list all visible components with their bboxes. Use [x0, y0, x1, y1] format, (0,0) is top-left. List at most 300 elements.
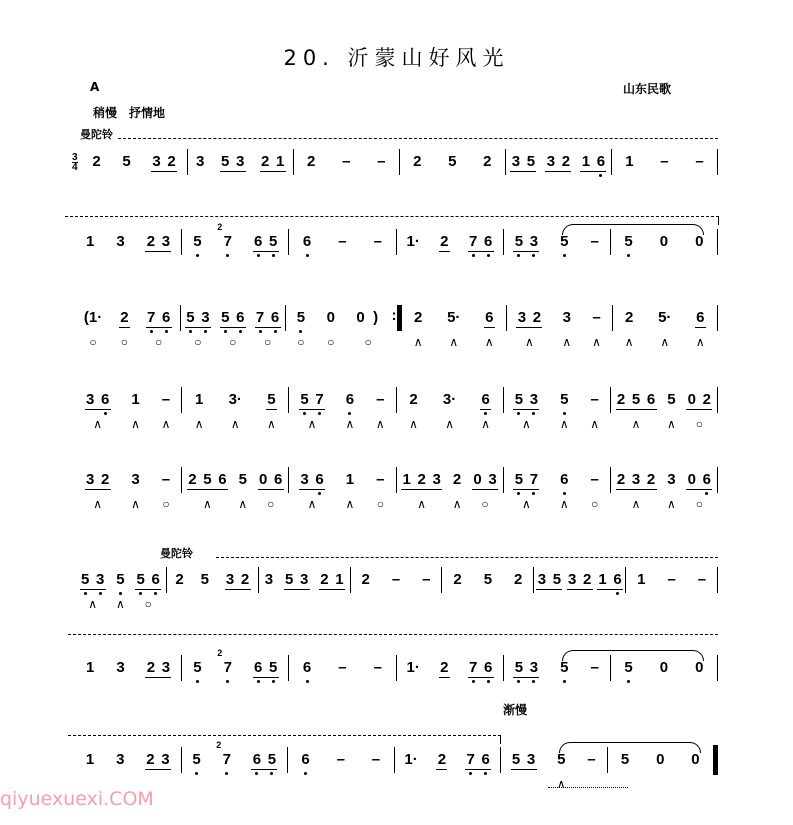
beat: [284, 571, 310, 590]
note-group: [130, 471, 141, 489]
measure: [442, 569, 533, 591]
note-value: 0: [258, 470, 268, 488]
measure: [167, 569, 258, 591]
measure: [504, 231, 610, 253]
measure: [259, 569, 350, 591]
beat: [589, 659, 600, 677]
note-value: 2: [513, 571, 523, 588]
note-value: 3: [95, 570, 105, 588]
note: [546, 153, 555, 170]
note: [481, 751, 490, 768]
barline: [717, 655, 718, 681]
note-value: 6: [613, 570, 622, 588]
note-group: [151, 153, 177, 172]
note-value: 5: [526, 152, 536, 170]
note-group: [439, 233, 450, 252]
note: [409, 391, 418, 408]
articulation-mark: ∧: [449, 335, 459, 349]
articulation-mark: ∧: [202, 496, 212, 511]
note-value: –: [377, 153, 386, 170]
note-group: [263, 571, 274, 589]
note: [188, 471, 197, 488]
note-value: 2: [261, 152, 270, 170]
note: [161, 233, 170, 250]
note-value: –: [336, 751, 345, 768]
measure: [75, 569, 166, 611]
measure: [611, 657, 717, 679]
note-value: 3: [225, 570, 235, 588]
note: [529, 471, 538, 488]
note-group: [83, 309, 103, 327]
score-line: [75, 389, 718, 431]
articulation-mark: ∧: [660, 335, 670, 349]
beat: [160, 391, 171, 431]
note: [345, 471, 354, 488]
beat: [686, 390, 712, 431]
measure: [507, 307, 612, 349]
note-value: 7: [223, 233, 232, 250]
note: [557, 751, 566, 768]
note-group: [302, 659, 313, 677]
note-group: [696, 571, 707, 589]
note-value: 3: [568, 570, 577, 588]
note: [267, 391, 276, 408]
note-value: –: [376, 391, 385, 408]
note-group: [616, 471, 657, 490]
measure: [397, 469, 503, 511]
beat: [468, 659, 494, 678]
beat: [694, 233, 705, 251]
note-value: 2: [320, 570, 329, 588]
measure: [182, 740, 288, 771]
score-line: [75, 469, 718, 511]
note: [116, 751, 125, 768]
note-value: 2: [361, 571, 370, 588]
note-value: 5: [122, 153, 131, 170]
beat: [375, 391, 386, 431]
note-group: [690, 751, 701, 769]
note: [617, 471, 626, 488]
beat: [446, 309, 461, 349]
measure: [395, 749, 501, 771]
measure: [288, 749, 394, 771]
articulation-mark: ○: [267, 496, 275, 511]
note: [560, 659, 569, 676]
note: [485, 309, 494, 326]
articulation-mark: ∧: [556, 777, 566, 791]
articulation-mark: ∧: [266, 416, 276, 431]
note: [86, 659, 95, 676]
note: [695, 233, 704, 250]
note-group: [337, 233, 348, 251]
note: [151, 571, 160, 588]
measure: [504, 469, 610, 511]
beat: [228, 391, 243, 431]
note: [481, 391, 490, 408]
note: [659, 659, 668, 676]
beat: [85, 390, 111, 431]
note-value: 5: [560, 391, 569, 408]
note: [101, 391, 110, 408]
note-value: –: [373, 659, 382, 676]
note: [193, 659, 202, 676]
note-value: 6: [218, 470, 227, 488]
note: [315, 471, 324, 488]
note: [371, 751, 380, 768]
note: [667, 391, 676, 408]
note-value: 2: [583, 570, 592, 588]
note-value: 2: [646, 470, 656, 488]
note-group: [666, 471, 677, 489]
note: [196, 153, 205, 170]
note-value: 6: [481, 390, 490, 408]
note-value: 3: [526, 750, 536, 768]
note: [568, 571, 577, 588]
beat: [623, 659, 634, 677]
note-value: 2: [409, 391, 418, 408]
note: [254, 233, 263, 250]
note-value: 2: [616, 470, 626, 488]
note-value: 5: [624, 233, 633, 250]
note-value: –: [338, 659, 347, 676]
note-group: [559, 233, 570, 251]
articulation-mark: ∧: [116, 597, 125, 611]
beat: [408, 391, 419, 431]
note-value: 6: [485, 308, 494, 326]
beat: [559, 391, 570, 431]
note: [656, 751, 665, 768]
note-value: –: [391, 571, 401, 588]
note-value: 3·: [442, 391, 457, 408]
note: [136, 571, 145, 588]
beat: [85, 751, 96, 769]
note: [315, 391, 324, 408]
articulation-mark: ○: [376, 497, 384, 511]
note: [514, 471, 523, 488]
note-value: 5: [192, 751, 201, 768]
note: [86, 471, 95, 488]
note: [300, 471, 309, 488]
note-group: [85, 233, 96, 251]
measure: [286, 307, 391, 349]
beat: [192, 659, 203, 677]
articulation-mark: ∧: [131, 497, 140, 511]
note-value: 3: [161, 232, 171, 250]
note-value: 2: [413, 153, 422, 170]
note-value: 3: [299, 570, 309, 588]
note: [84, 309, 102, 326]
barline: [717, 229, 718, 255]
note: [483, 153, 492, 170]
beat: [199, 571, 210, 589]
note-group: [217, 648, 233, 677]
beat: [666, 471, 677, 511]
note: [371, 309, 380, 326]
note: [560, 391, 569, 408]
note: [473, 471, 482, 488]
note: [659, 233, 668, 250]
note-value: 7: [529, 470, 539, 488]
note-value: 3: [86, 390, 95, 408]
note-group: [300, 751, 311, 769]
note-group: [623, 233, 634, 251]
articulation-mark: ∧: [230, 417, 240, 431]
note: [511, 153, 520, 170]
beat: [260, 153, 286, 172]
articulation-mark: ∧: [345, 417, 355, 431]
note-group: [405, 659, 420, 677]
articulation-mark: ○: [263, 334, 272, 349]
note-value: 5: [631, 390, 641, 408]
note-value: 6: [302, 233, 312, 250]
measure: [182, 469, 288, 511]
beat: [545, 153, 571, 172]
note: [300, 391, 309, 408]
beat: [372, 659, 383, 677]
note-group: [580, 153, 606, 172]
note: [417, 471, 426, 488]
articulation-mark: ∧: [417, 496, 427, 511]
note: [488, 471, 497, 488]
note-group: [482, 153, 493, 171]
articulation-mark: ○: [144, 596, 152, 611]
note: [373, 659, 382, 676]
beat: [119, 308, 130, 349]
articulation-mark: ∧: [131, 417, 140, 431]
note-value: –: [371, 751, 381, 768]
beat: [567, 571, 593, 590]
beat: [624, 153, 635, 171]
beat: [355, 309, 381, 349]
note-value: 2: [175, 571, 184, 588]
note-value: 6: [484, 232, 493, 250]
note: [301, 751, 310, 768]
beat: [482, 571, 493, 589]
measure: [400, 151, 505, 173]
note-group: [185, 309, 211, 328]
note-group: [686, 391, 712, 410]
articulation-mark: ○: [695, 496, 703, 511]
note-value: –: [342, 153, 351, 170]
note: [660, 153, 669, 170]
note-group: [439, 659, 450, 678]
note-value: 2: [146, 750, 155, 768]
note-group: [561, 309, 572, 327]
measure: [181, 307, 286, 349]
note: [691, 751, 700, 768]
note: [529, 233, 538, 250]
note-value: 5: [511, 750, 521, 768]
note: [216, 740, 231, 768]
note: [527, 751, 536, 768]
note: [86, 233, 95, 250]
beat: [439, 659, 450, 678]
note-value: 2: [240, 570, 250, 588]
note: [162, 309, 171, 326]
note-group: [513, 659, 539, 678]
beat: [452, 471, 463, 511]
note-value: 5: [624, 659, 633, 676]
note: [338, 233, 347, 250]
note-group: [447, 153, 458, 171]
note: [561, 153, 570, 170]
beat: [696, 571, 707, 589]
articulation-mark: ∧: [695, 334, 705, 349]
note: [696, 309, 705, 326]
note-group: [115, 751, 126, 769]
note-group: [344, 471, 355, 489]
note-value: 3: [488, 470, 497, 488]
note-value: 5: [300, 390, 309, 408]
beat: [439, 233, 450, 252]
articulation-mark: ∧: [521, 496, 531, 511]
beat: [115, 751, 126, 769]
note-group: [391, 571, 402, 589]
note-group: [659, 153, 670, 171]
note: [532, 309, 541, 326]
note: [146, 233, 155, 250]
note-value: 0: [356, 309, 365, 326]
note-value: –: [373, 233, 382, 250]
note: [658, 309, 671, 326]
beat: [160, 471, 171, 511]
note-value: 3: [631, 470, 641, 488]
note-group: [192, 659, 203, 677]
beat: [372, 233, 383, 251]
note-group: [115, 571, 126, 589]
note: [81, 571, 90, 588]
articulation-mark: ∧: [409, 417, 418, 431]
note-value: 3: [529, 390, 539, 408]
note: [514, 659, 523, 676]
note-group: [375, 471, 386, 489]
note-group: [85, 391, 111, 410]
note: [392, 571, 401, 588]
note-value: 5: [116, 571, 125, 588]
note-value: 5: [284, 570, 294, 588]
note-group: [341, 153, 352, 171]
note-value: 3: [517, 308, 527, 326]
note-value: 0: [691, 751, 700, 768]
articulation-mark: ∧: [624, 335, 634, 349]
beat: [620, 751, 631, 769]
note-value: –: [695, 153, 704, 170]
note-value: 1: [86, 659, 95, 676]
note: [422, 571, 431, 588]
note-value: –: [590, 659, 599, 676]
note: [285, 571, 294, 588]
note: [613, 571, 622, 588]
note: [259, 471, 268, 488]
note-value: 1: [625, 153, 634, 170]
beat: [391, 571, 402, 589]
note-group: [482, 571, 493, 589]
note: [252, 751, 261, 768]
note-group: [80, 571, 106, 590]
note: [229, 391, 242, 408]
measure: [611, 231, 717, 253]
measure: [75, 231, 181, 253]
beat: [559, 659, 570, 677]
note-group: [516, 309, 542, 328]
articulation-mark: ∧: [445, 417, 454, 431]
articulation-mark: ∧: [93, 416, 103, 431]
note-value: 6: [301, 751, 310, 768]
note: [122, 153, 131, 170]
articulation-mark: ∧: [667, 417, 676, 431]
note-value: 5: [514, 232, 524, 250]
note: [221, 309, 230, 326]
note-group: [589, 391, 600, 409]
note: [345, 391, 354, 408]
note: [342, 153, 351, 170]
beat: [413, 309, 424, 349]
beat: [145, 751, 171, 770]
note: [356, 309, 365, 326]
articulation-mark: ∧: [592, 335, 601, 349]
beat: [556, 751, 567, 791]
beat: [513, 390, 539, 431]
note-value: 5: [514, 390, 524, 408]
grace-note: 2: [217, 648, 223, 658]
note-value: 2: [188, 470, 197, 488]
measure: [534, 569, 625, 591]
beat: [452, 571, 463, 589]
note: [687, 471, 696, 488]
note-value: 6: [560, 471, 569, 488]
beat: [376, 153, 387, 171]
beat: [185, 308, 211, 349]
note-value: 7: [223, 659, 232, 676]
note: [120, 309, 129, 326]
note: [192, 751, 201, 768]
articulation-mark: ∧: [562, 335, 572, 349]
beat: [130, 391, 141, 431]
note-value: 6: [696, 308, 705, 326]
note-value: 1: [581, 152, 591, 170]
articulation-mark: ∧: [521, 416, 531, 431]
note-group: [510, 153, 536, 172]
note-value: 5: [238, 471, 247, 488]
note: [447, 309, 460, 326]
note: [373, 233, 382, 250]
beat: [145, 233, 171, 252]
note-value: 5·: [658, 309, 672, 326]
beat: [341, 153, 352, 171]
beat: [513, 233, 539, 252]
beat: [375, 471, 386, 511]
note-group: [217, 222, 233, 251]
note: [625, 153, 634, 170]
note-group: [589, 471, 600, 489]
note-group: [121, 153, 132, 171]
measure: [294, 151, 399, 173]
note: [404, 751, 417, 768]
articulation-mark: ○: [89, 335, 97, 349]
note-value: 5: [483, 571, 493, 588]
note-value: 2: [437, 750, 447, 768]
beat: [130, 471, 141, 511]
note-group: [513, 471, 539, 490]
beat: [694, 659, 705, 677]
note-group: [187, 471, 228, 490]
note-value: 0: [687, 390, 696, 408]
note-group: [325, 309, 336, 327]
note-value: 1·: [406, 659, 420, 676]
note-value: 0: [659, 233, 669, 250]
note-group: [589, 659, 600, 677]
measure: [75, 469, 181, 511]
